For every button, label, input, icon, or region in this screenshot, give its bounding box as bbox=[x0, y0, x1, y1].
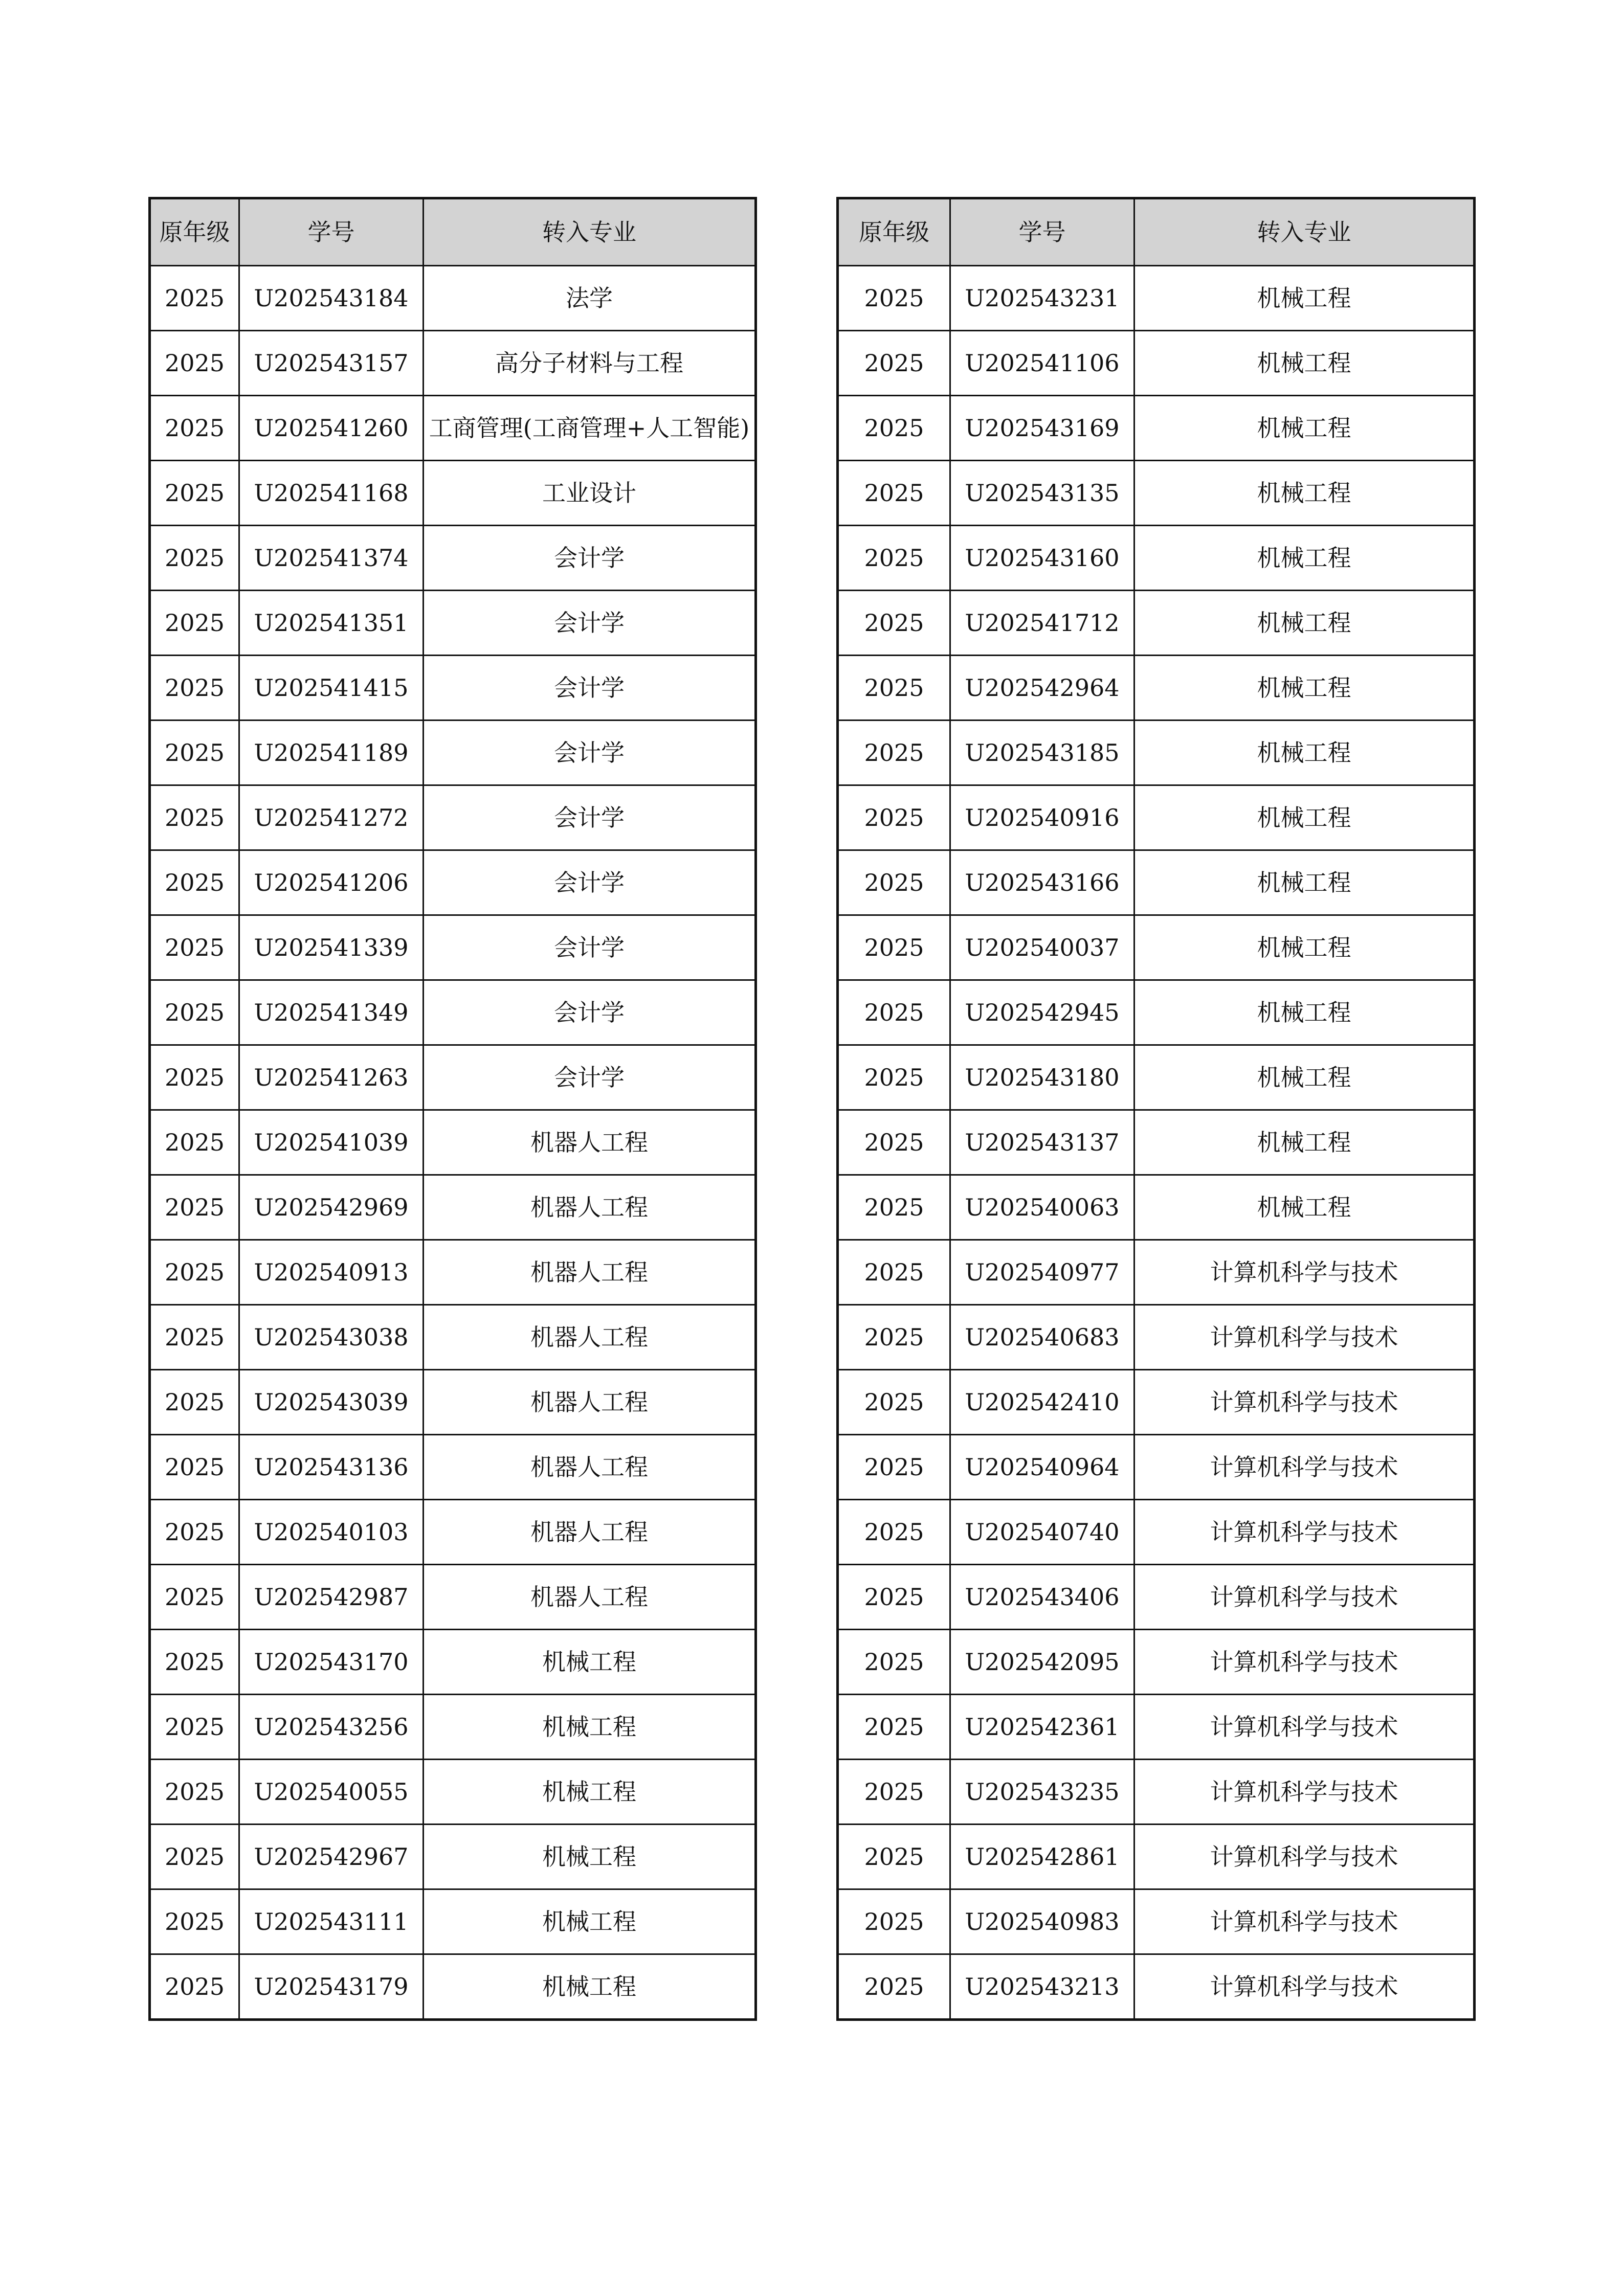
cell-grade: 2025 bbox=[150, 1500, 239, 1565]
cell-student-id: U202543406 bbox=[950, 1565, 1134, 1630]
cell-grade: 2025 bbox=[150, 785, 239, 850]
cell-student-id: U202542945 bbox=[950, 980, 1134, 1045]
cell-student-id: U202541349 bbox=[239, 980, 424, 1045]
cell-student-id: U202540916 bbox=[950, 785, 1134, 850]
table-row bbox=[838, 785, 1475, 850]
cell-major: 计算机科学与技术 bbox=[1134, 1825, 1475, 1889]
cell-student-id: U202540740 bbox=[950, 1500, 1134, 1565]
cell-grade: 2025 bbox=[150, 1954, 239, 2020]
table-row bbox=[838, 656, 1475, 721]
table-row bbox=[150, 656, 756, 721]
cell-grade: 2025 bbox=[838, 1045, 950, 1110]
cell-student-id: U202542987 bbox=[239, 1565, 424, 1630]
cell-grade: 2025 bbox=[838, 461, 950, 526]
cell-major: 会计学 bbox=[424, 785, 756, 850]
cell-grade: 2025 bbox=[838, 266, 950, 331]
cell-student-id: U202541712 bbox=[950, 591, 1134, 656]
cell-major: 机械工程 bbox=[1134, 785, 1475, 850]
header-major: 转入专业 bbox=[424, 198, 756, 266]
cell-student-id: U202541339 bbox=[239, 915, 424, 980]
cell-grade: 2025 bbox=[150, 1760, 239, 1825]
table-row bbox=[150, 461, 756, 526]
cell-grade: 2025 bbox=[150, 396, 239, 461]
table-row bbox=[838, 1760, 1475, 1825]
cell-student-id: U202540983 bbox=[950, 1889, 1134, 1954]
table-row bbox=[838, 1045, 1475, 1110]
table-row bbox=[838, 1630, 1475, 1695]
cell-student-id: U202543038 bbox=[239, 1305, 424, 1370]
cell-major: 机器人工程 bbox=[424, 1370, 756, 1435]
cell-major: 机器人工程 bbox=[424, 1435, 756, 1500]
cell-grade: 2025 bbox=[838, 1565, 950, 1630]
table-row bbox=[838, 1889, 1475, 1954]
table-row bbox=[150, 1110, 756, 1175]
table-row bbox=[150, 1305, 756, 1370]
table-row bbox=[150, 1695, 756, 1760]
header-row bbox=[838, 198, 1475, 266]
cell-major: 法学 bbox=[424, 266, 756, 331]
header-major: 转入专业 bbox=[1134, 198, 1475, 266]
table-row bbox=[150, 721, 756, 785]
cell-student-id: U202543137 bbox=[950, 1110, 1134, 1175]
cell-grade: 2025 bbox=[838, 1305, 950, 1370]
cell-grade: 2025 bbox=[150, 1175, 239, 1240]
cell-student-id: U202543136 bbox=[239, 1435, 424, 1500]
cell-student-id: U202542095 bbox=[950, 1630, 1134, 1695]
table-row bbox=[838, 1305, 1475, 1370]
header-grade: 原年级 bbox=[150, 198, 239, 266]
table-row bbox=[838, 526, 1475, 591]
cell-major: 计算机科学与技术 bbox=[1134, 1305, 1475, 1370]
table-row bbox=[838, 1370, 1475, 1435]
cell-student-id: U202543111 bbox=[239, 1889, 424, 1954]
table-row bbox=[150, 1565, 756, 1630]
header-grade: 原年级 bbox=[838, 198, 950, 266]
table-row bbox=[838, 721, 1475, 785]
cell-grade: 2025 bbox=[150, 1240, 239, 1305]
cell-grade: 2025 bbox=[150, 1045, 239, 1110]
cell-grade: 2025 bbox=[150, 266, 239, 331]
cell-major: 高分子材料与工程 bbox=[424, 331, 756, 396]
cell-major: 机械工程 bbox=[1134, 1110, 1475, 1175]
cell-grade: 2025 bbox=[838, 1110, 950, 1175]
cell-student-id: U202540683 bbox=[950, 1305, 1134, 1370]
table-row bbox=[838, 1825, 1475, 1889]
cell-student-id: U202543213 bbox=[950, 1954, 1134, 2020]
cell-major: 计算机科学与技术 bbox=[1134, 1370, 1475, 1435]
cell-grade: 2025 bbox=[838, 721, 950, 785]
cell-major: 计算机科学与技术 bbox=[1134, 1500, 1475, 1565]
cell-student-id: U202541106 bbox=[950, 331, 1134, 396]
cell-student-id: U202541260 bbox=[239, 396, 424, 461]
cell-major: 机械工程 bbox=[1134, 850, 1475, 915]
table-header bbox=[838, 198, 1475, 266]
table-row bbox=[838, 1695, 1475, 1760]
cell-major: 机械工程 bbox=[424, 1825, 756, 1889]
cell-major: 机械工程 bbox=[424, 1630, 756, 1695]
cell-major: 会计学 bbox=[424, 915, 756, 980]
cell-major: 计算机科学与技术 bbox=[1134, 1565, 1475, 1630]
table-row bbox=[150, 850, 756, 915]
cell-major: 机器人工程 bbox=[424, 1305, 756, 1370]
table-row bbox=[838, 1175, 1475, 1240]
table-row bbox=[838, 1500, 1475, 1565]
table-row bbox=[150, 1045, 756, 1110]
table-row bbox=[838, 915, 1475, 980]
cell-grade: 2025 bbox=[150, 1630, 239, 1695]
table-row bbox=[150, 1175, 756, 1240]
cell-student-id: U202541263 bbox=[239, 1045, 424, 1110]
cell-grade: 2025 bbox=[838, 1175, 950, 1240]
table-header bbox=[150, 198, 756, 266]
cell-grade: 2025 bbox=[838, 396, 950, 461]
cell-student-id: U202541374 bbox=[239, 526, 424, 591]
cell-major: 会计学 bbox=[424, 1045, 756, 1110]
cell-grade: 2025 bbox=[838, 1240, 950, 1305]
transfer-table-right bbox=[836, 197, 1476, 2021]
table-row bbox=[150, 1435, 756, 1500]
cell-student-id: U202542861 bbox=[950, 1825, 1134, 1889]
cell-student-id: U202541351 bbox=[239, 591, 424, 656]
header-row bbox=[150, 198, 756, 266]
header-student-id: 学号 bbox=[950, 198, 1134, 266]
cell-student-id: U202543184 bbox=[239, 266, 424, 331]
cell-student-id: U202543160 bbox=[950, 526, 1134, 591]
cell-student-id: U202542964 bbox=[950, 656, 1134, 721]
cell-major: 机械工程 bbox=[1134, 1045, 1475, 1110]
cell-student-id: U202541272 bbox=[239, 785, 424, 850]
cell-major: 会计学 bbox=[424, 721, 756, 785]
table-row bbox=[150, 915, 756, 980]
table-row bbox=[150, 1760, 756, 1825]
table-row bbox=[150, 396, 756, 461]
cell-major: 机械工程 bbox=[1134, 721, 1475, 785]
table-row bbox=[150, 331, 756, 396]
table-row bbox=[838, 1240, 1475, 1305]
cell-grade: 2025 bbox=[150, 1110, 239, 1175]
cell-major: 机械工程 bbox=[1134, 526, 1475, 591]
cell-major: 计算机科学与技术 bbox=[1134, 1889, 1475, 1954]
cell-grade: 2025 bbox=[838, 1630, 950, 1695]
cell-major: 机械工程 bbox=[1134, 396, 1475, 461]
cell-grade: 2025 bbox=[150, 1435, 239, 1500]
cell-student-id: U202541206 bbox=[239, 850, 424, 915]
cell-major: 机械工程 bbox=[424, 1695, 756, 1760]
table-row bbox=[150, 526, 756, 591]
cell-major: 计算机科学与技术 bbox=[1134, 1695, 1475, 1760]
cell-grade: 2025 bbox=[150, 721, 239, 785]
cell-student-id: U202543170 bbox=[239, 1630, 424, 1695]
cell-student-id: U202543157 bbox=[239, 331, 424, 396]
cell-major: 机器人工程 bbox=[424, 1175, 756, 1240]
cell-grade: 2025 bbox=[838, 1370, 950, 1435]
cell-major: 机械工程 bbox=[1134, 331, 1475, 396]
table-row bbox=[150, 1825, 756, 1889]
cell-grade: 2025 bbox=[150, 915, 239, 980]
cell-major: 计算机科学与技术 bbox=[1134, 1954, 1475, 2020]
table-row bbox=[838, 1954, 1475, 2020]
cell-grade: 2025 bbox=[150, 980, 239, 1045]
cell-student-id: U202543231 bbox=[950, 266, 1134, 331]
cell-grade: 2025 bbox=[838, 591, 950, 656]
cell-major: 机械工程 bbox=[1134, 980, 1475, 1045]
cell-grade: 2025 bbox=[838, 1889, 950, 1954]
cell-major: 计算机科学与技术 bbox=[1134, 1630, 1475, 1695]
cell-grade: 2025 bbox=[838, 656, 950, 721]
cell-grade: 2025 bbox=[150, 461, 239, 526]
cell-grade: 2025 bbox=[150, 1370, 239, 1435]
cell-major: 机械工程 bbox=[1134, 591, 1475, 656]
transfer-table-left bbox=[148, 197, 757, 2021]
cell-grade: 2025 bbox=[838, 526, 950, 591]
cell-major: 机械工程 bbox=[1134, 461, 1475, 526]
cell-major: 会计学 bbox=[424, 980, 756, 1045]
cell-student-id: U202542361 bbox=[950, 1695, 1134, 1760]
cell-grade: 2025 bbox=[838, 915, 950, 980]
table-row bbox=[838, 591, 1475, 656]
table-row bbox=[150, 1954, 756, 2020]
cell-major: 会计学 bbox=[424, 526, 756, 591]
cell-student-id: U202543185 bbox=[950, 721, 1134, 785]
cell-student-id: U202543235 bbox=[950, 1760, 1134, 1825]
cell-major: 机械工程 bbox=[424, 1760, 756, 1825]
cell-student-id: U202543169 bbox=[950, 396, 1134, 461]
cell-grade: 2025 bbox=[150, 850, 239, 915]
table-row bbox=[150, 785, 756, 850]
cell-student-id: U202541189 bbox=[239, 721, 424, 785]
cell-student-id: U202543135 bbox=[950, 461, 1134, 526]
cell-major: 机械工程 bbox=[424, 1954, 756, 2020]
cell-student-id: U202540055 bbox=[239, 1760, 424, 1825]
table-row bbox=[838, 396, 1475, 461]
cell-student-id: U202543180 bbox=[950, 1045, 1134, 1110]
table-body bbox=[150, 266, 756, 2020]
cell-grade: 2025 bbox=[150, 1695, 239, 1760]
cell-student-id: U202543179 bbox=[239, 1954, 424, 2020]
cell-grade: 2025 bbox=[838, 1435, 950, 1500]
cell-student-id: U202541415 bbox=[239, 656, 424, 721]
cell-grade: 2025 bbox=[838, 1825, 950, 1889]
table-body bbox=[838, 266, 1475, 2020]
table-row bbox=[150, 1630, 756, 1695]
cell-student-id: U202542969 bbox=[239, 1175, 424, 1240]
cell-major: 机器人工程 bbox=[424, 1500, 756, 1565]
cell-major: 机械工程 bbox=[424, 1889, 756, 1954]
table-row bbox=[838, 266, 1475, 331]
cell-grade: 2025 bbox=[838, 850, 950, 915]
table-row bbox=[838, 1565, 1475, 1630]
cell-grade: 2025 bbox=[150, 1305, 239, 1370]
cell-student-id: U202540964 bbox=[950, 1435, 1134, 1500]
cell-major: 会计学 bbox=[424, 591, 756, 656]
table-row bbox=[838, 1110, 1475, 1175]
cell-major: 计算机科学与技术 bbox=[1134, 1240, 1475, 1305]
cell-grade: 2025 bbox=[150, 1565, 239, 1630]
cell-major: 工业设计 bbox=[424, 461, 756, 526]
cell-grade: 2025 bbox=[150, 526, 239, 591]
cell-major: 机器人工程 bbox=[424, 1240, 756, 1305]
cell-student-id: U202542410 bbox=[950, 1370, 1134, 1435]
cell-major: 机械工程 bbox=[1134, 915, 1475, 980]
cell-grade: 2025 bbox=[150, 1825, 239, 1889]
cell-student-id: U202541039 bbox=[239, 1110, 424, 1175]
cell-major: 会计学 bbox=[424, 850, 756, 915]
table-row bbox=[838, 1435, 1475, 1500]
table-row bbox=[838, 980, 1475, 1045]
cell-major: 机器人工程 bbox=[424, 1565, 756, 1630]
cell-grade: 2025 bbox=[150, 591, 239, 656]
cell-student-id: U202540103 bbox=[239, 1500, 424, 1565]
table-row bbox=[150, 591, 756, 656]
cell-grade: 2025 bbox=[838, 1695, 950, 1760]
cell-grade: 2025 bbox=[838, 1500, 950, 1565]
cell-grade: 2025 bbox=[838, 980, 950, 1045]
table-row bbox=[150, 1500, 756, 1565]
cell-major: 机械工程 bbox=[1134, 656, 1475, 721]
cell-grade: 2025 bbox=[838, 1760, 950, 1825]
table-row bbox=[150, 1370, 756, 1435]
cell-student-id: U202543039 bbox=[239, 1370, 424, 1435]
cell-student-id: U202542967 bbox=[239, 1825, 424, 1889]
cell-grade: 2025 bbox=[150, 656, 239, 721]
header-student-id: 学号 bbox=[239, 198, 424, 266]
cell-grade: 2025 bbox=[150, 1889, 239, 1954]
cell-student-id: U202540913 bbox=[239, 1240, 424, 1305]
cell-student-id: U202540977 bbox=[950, 1240, 1134, 1305]
cell-major: 机器人工程 bbox=[424, 1110, 756, 1175]
cell-student-id: U202541168 bbox=[239, 461, 424, 526]
table-row bbox=[150, 1889, 756, 1954]
table-row bbox=[838, 461, 1475, 526]
table-row bbox=[838, 850, 1475, 915]
cell-grade: 2025 bbox=[150, 331, 239, 396]
table-row bbox=[150, 980, 756, 1045]
cell-major: 工商管理(工商管理+人工智能) bbox=[424, 396, 756, 461]
cell-major: 机械工程 bbox=[1134, 266, 1475, 331]
cell-major: 会计学 bbox=[424, 656, 756, 721]
cell-student-id: U202540063 bbox=[950, 1175, 1134, 1240]
cell-major: 计算机科学与技术 bbox=[1134, 1760, 1475, 1825]
cell-student-id: U202543166 bbox=[950, 850, 1134, 915]
cell-student-id: U202543256 bbox=[239, 1695, 424, 1760]
cell-major: 机械工程 bbox=[1134, 1175, 1475, 1240]
cell-grade: 2025 bbox=[838, 331, 950, 396]
table-row bbox=[838, 331, 1475, 396]
cell-major: 计算机科学与技术 bbox=[1134, 1435, 1475, 1500]
cell-grade: 2025 bbox=[838, 785, 950, 850]
cell-student-id: U202540037 bbox=[950, 915, 1134, 980]
cell-grade: 2025 bbox=[838, 1954, 950, 2020]
table-row bbox=[150, 266, 756, 331]
table-row bbox=[150, 1240, 756, 1305]
